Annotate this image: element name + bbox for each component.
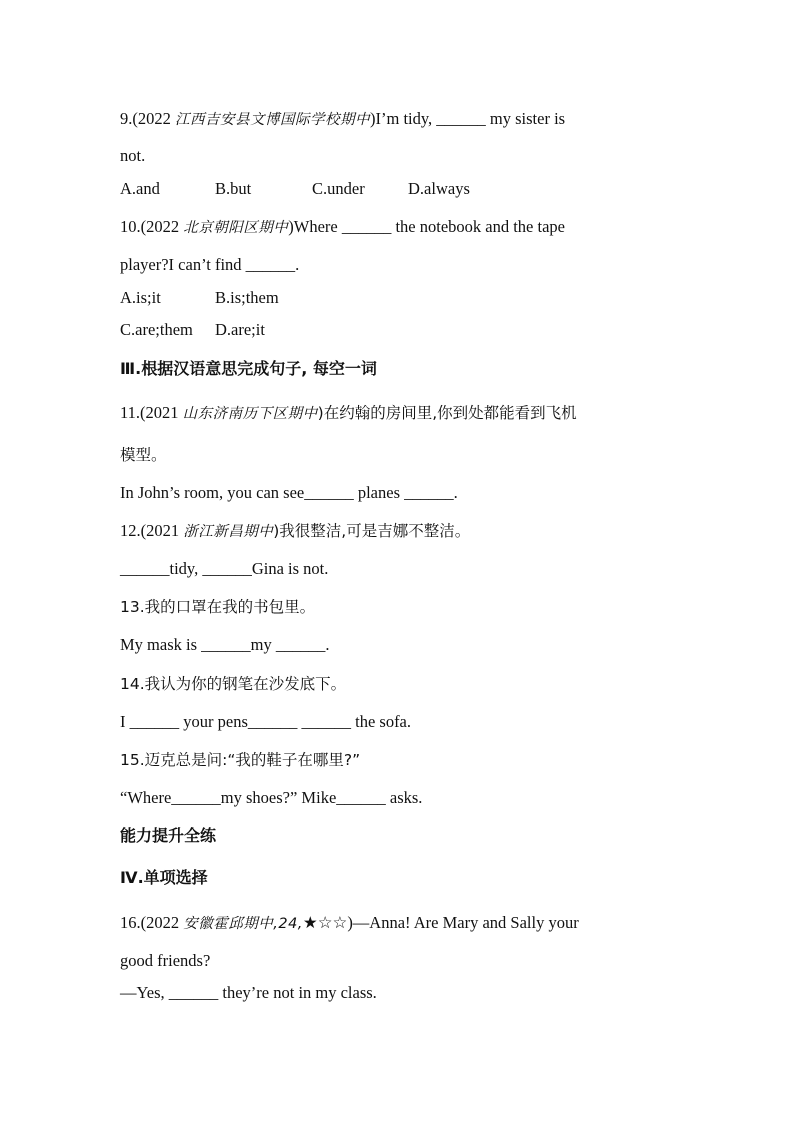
q10-line1 [120,217,565,238]
q11-line1 [120,403,577,424]
q12-line1 [120,521,470,542]
q10-text: )Where ______ the notebook and the tape [288,217,565,236]
q12-chinese: )我很整洁,可是吉娜不整洁。 [273,522,471,540]
q12-source: 浙江新昌期中 [183,524,274,540]
q16-line1 [120,913,579,934]
q9-option-a: A.and [120,179,160,198]
q10-option-c: C.are;them [120,320,193,339]
q10-option-a: A.is;it [120,288,161,307]
q9-option-b: B.but [215,179,252,198]
q11-english: In John’s room, you can see______ planes ______. [120,483,458,502]
q13-chinese: 13.我的口罩在我的书包里。 [120,598,316,616]
q10-number: 10.(2022 [120,217,184,236]
q9-source: 江西吉安县文博国际学校期中 [175,112,370,128]
q11-number: 11.(2021 [120,403,183,422]
q16-line2: good friends? [120,951,211,970]
q9-option-c: C.under [312,179,365,198]
q12-number: 12.(2021 [120,521,184,540]
q16-answer-line: —Yes, ______ they’re not in my class. [120,983,377,1002]
q12-english: ______tidy, ______Gina is not. [120,559,329,578]
q10-line2: player?I can’t find ______. [120,255,300,274]
q9-number: 9.(2022 [120,109,175,128]
q9-line2: not. [120,146,146,165]
section-4-heading: Ⅳ.单项选择 [120,868,208,887]
q10-option-d: D.are;it [215,320,265,339]
q11-line2: 模型。 [120,446,167,464]
q15-chinese: 15.迈克总是问:“我的鞋子在哪里?” [120,751,361,769]
q16-source: 安徽霍邱期中,24, [183,916,303,932]
q9-text: )I’m tidy, ______ my sister is [370,109,566,128]
q11-source: 山东济南历下区期中 [182,406,318,422]
difficulty-stars: ★☆☆ [302,913,348,932]
q14-chinese: 14.我认为你的钢笔在沙发底下。 [120,675,347,693]
q10-option-b: B.is;them [215,288,279,307]
q13-english: My mask is ______my ______. [120,635,330,654]
q14-english: I ______ your pens______ ______ the sofa. [120,712,412,731]
q16-number: 16.(2022 [120,913,184,932]
section-3-heading: Ⅲ.根据汉语意思完成句子, 每空一词 [120,359,377,378]
q16-text: )—Anna! Are Mary and Sally your [347,913,579,932]
q9-line1 [120,109,565,130]
q10-source: 北京朝阳区期中 [183,220,289,236]
q15-english: “Where______my shoes?” Mike______ asks. [120,788,423,807]
q11-chinese: )在约翰的房间里,你到处都能看到飞机 [317,404,577,422]
q9-option-d: D.always [408,179,470,198]
ability-section-heading: 能力提升全练 [120,826,217,845]
